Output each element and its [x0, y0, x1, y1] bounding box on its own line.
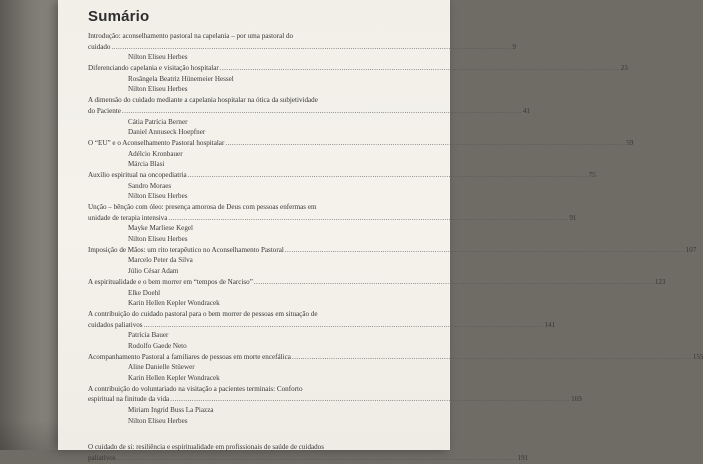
section-gap — [88, 426, 389, 442]
chapter-title: do Paciente — [88, 106, 121, 115]
toc-entry — [88, 309, 556, 352]
page-number: 9 — [512, 42, 516, 51]
author-name: Elke Doehl — [128, 288, 161, 297]
toc-title-line — [88, 384, 389, 395]
page-number: 191 — [517, 454, 529, 463]
chapter-title: cuidado — [88, 42, 111, 51]
chapter-title: A contribuição do cuidado pastoral para o bem morrer de pessoas em situação de — [88, 309, 318, 318]
toc-title-line — [88, 31, 389, 42]
dot-leader — [225, 138, 625, 149]
toc-title-line — [88, 352, 703, 363]
chapter-title: unidade de terapia intensiva — [88, 213, 168, 222]
toc-entry — [88, 277, 666, 309]
chapter-title: A espiritualidade e o bem morrer em “tempos de Narciso” — [88, 277, 253, 286]
toc-entry — [88, 245, 697, 277]
chapter-title: espiritual na finitude da vida — [88, 395, 170, 404]
page-number: 23 — [620, 64, 628, 73]
chapter-title: paliativos — [88, 454, 116, 463]
toc-title-line — [88, 453, 529, 464]
page-number: 141 — [544, 320, 556, 329]
toc-title-line — [88, 202, 389, 213]
chapter-title: cuidados paliativos — [88, 320, 143, 329]
dot-leader — [117, 453, 517, 464]
toc-title-line — [88, 309, 389, 320]
chapter-title: Diferenciando capelania e visitação hospitalar — [88, 64, 219, 73]
toc-entry — [88, 170, 596, 202]
chapter-title: Acompanhamento Pastoral a familiares de pessoas em morte encefálica — [88, 352, 291, 361]
toc-entry — [88, 95, 530, 138]
toc-title-line — [88, 106, 530, 117]
toc-entry — [88, 352, 703, 384]
author-name: Mayke Marliese Kegel — [128, 224, 194, 233]
dot-leader — [285, 245, 685, 256]
dot-leader — [111, 42, 511, 53]
author-name: Rodolfo Gaede Neto — [128, 341, 187, 350]
chapter-title: O cuidado de si: resiliência e espiritualidade em profissionais de saúde de cuidados — [88, 443, 324, 452]
toc-entry — [88, 202, 577, 245]
chapter-title: Auxílio espiritual na oncopediatria — [88, 170, 187, 179]
author-name: Marcelo Peter da Silva — [128, 256, 193, 265]
page-number: 59 — [626, 138, 634, 147]
author-name: Daniel Annuseck Hoepfner — [128, 128, 206, 137]
toc-title-line — [88, 63, 628, 74]
author-name: Nilton Eliseu Herbes — [128, 192, 188, 201]
page-number: 169 — [571, 395, 582, 404]
toc-entry — [88, 442, 529, 463]
author-name: Nilton Eliseu Herbes — [128, 416, 188, 425]
page-number: 155 — [692, 352, 703, 361]
toc-entry — [88, 63, 628, 95]
page-number: 123 — [654, 277, 666, 286]
chapter-title: Unção – bênção com óleo: presença amorosa de Deus com pessoas enfermas em — [88, 203, 317, 211]
toc-title-line — [88, 213, 577, 224]
dot-leader — [168, 213, 568, 224]
toc-entry — [88, 384, 582, 427]
toc-title-line — [88, 277, 666, 288]
page-number: 75 — [588, 170, 596, 179]
chapter-title: Imposição de Mãos: um rito terapêutico no Aconselhamento Pastoral — [88, 245, 284, 254]
dot-leader — [122, 106, 522, 117]
author-name: Cátia Patrícia Berner — [128, 117, 188, 126]
author-name: Márcia Blasi — [128, 160, 165, 169]
chapter-title: A dimensão do cuidado mediante a capelania hospitalar na ótica da subjetividade — [88, 96, 318, 105]
page-title: Sumário — [88, 8, 150, 25]
chapter-title: A contribuição do voluntariado na visitação a pacientes terminais: Conforto — [88, 384, 303, 393]
author-name: Aline Danielle Stüewer — [128, 363, 195, 372]
author-name: Karin Hellen Kepler Wondracek — [128, 299, 220, 308]
toc-title-line — [88, 442, 389, 453]
author-name: Patrícia Bauer — [128, 331, 169, 340]
dot-leader — [254, 277, 654, 288]
author-name: Nilton Eliseu Herbes — [128, 53, 188, 62]
page-number: 91 — [569, 213, 577, 222]
shadow — [0, 420, 58, 450]
dot-leader — [292, 352, 692, 363]
toc-entry — [88, 138, 634, 170]
page-number: 107 — [685, 245, 697, 254]
author-name: Nilton Eliseu Herbes — [128, 85, 188, 94]
dot-leader — [170, 394, 570, 405]
dot-leader — [188, 170, 588, 181]
toc-entry — [88, 31, 516, 63]
table-of-contents — [88, 31, 703, 464]
author-name: Karin Hellen Kepler Wondracek — [128, 374, 220, 382]
toc-title-line — [88, 138, 634, 149]
author-name: Nilton Eliseu Herbes — [128, 235, 188, 244]
chapter-title: O “EU” e o Aconselhamento Pastoral hospitalar — [88, 138, 225, 147]
page-number: 41 — [522, 106, 530, 115]
dot-leader — [144, 320, 544, 331]
author-name: Adélcio Kronbauer — [128, 149, 183, 158]
author-name: Rosângela Beatriz Hünemeier Hessel — [128, 74, 234, 83]
chapter-title: Introdução: aconselhamento pastoral na capelania – por uma pastoral do — [88, 32, 294, 40]
author-name: Sandro Moraes — [128, 181, 172, 190]
toc-title-line — [88, 245, 697, 256]
toc-title-line — [88, 170, 596, 181]
book-page — [58, 0, 703, 463]
toc-title-line — [88, 42, 516, 53]
toc-title-line — [88, 320, 556, 331]
dot-leader — [220, 63, 620, 74]
author-name: Miriam Ingrid Buss La Piazza — [128, 406, 214, 415]
author-name: Júlio César Adam — [128, 267, 179, 276]
toc-title-line — [88, 394, 582, 405]
toc-title-line — [88, 95, 389, 106]
